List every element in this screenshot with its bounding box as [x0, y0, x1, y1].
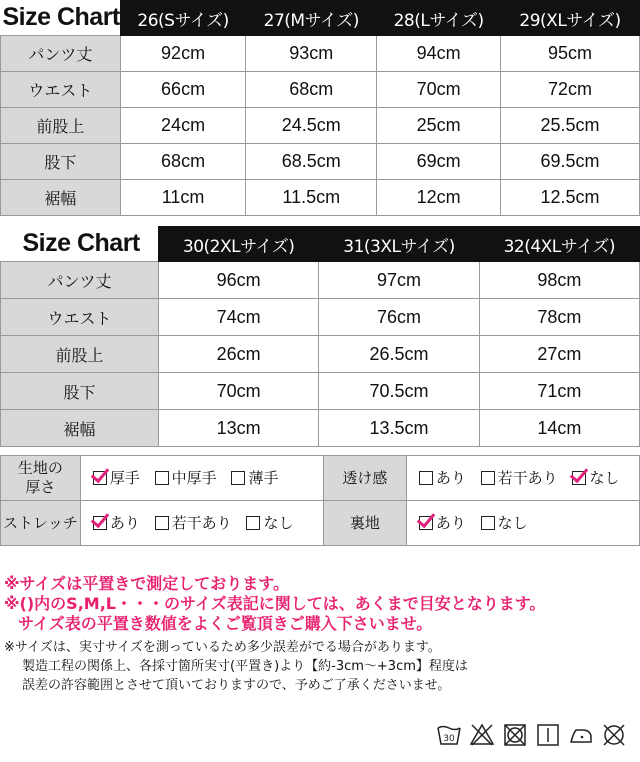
- row-label: ウエスト: [1, 72, 121, 108]
- row-label: 股下: [1, 373, 159, 410]
- size-value: 11.5cm: [246, 180, 377, 216]
- size-chart-title: Size Chart: [22, 229, 140, 258]
- checkbox-icon: [481, 471, 495, 485]
- size-value: 93cm: [246, 36, 377, 72]
- no-dry-clean-icon: [601, 722, 627, 748]
- size-value: 92cm: [120, 36, 246, 72]
- checkbox-icon: [231, 471, 245, 485]
- size-header: 31(3XLサイズ): [319, 227, 479, 262]
- size-value: 68cm: [246, 72, 377, 108]
- size-value: 96cm: [159, 262, 319, 299]
- size-value: 71cm: [479, 373, 639, 410]
- note-pink: ※サイズは平置きで測定しております。: [4, 574, 289, 593]
- option-thick: 厚手: [93, 467, 140, 488]
- row-label: パンツ丈: [1, 36, 121, 72]
- size-value: 13.5cm: [319, 410, 479, 447]
- size-value: 78cm: [479, 299, 639, 336]
- table-row: [1, 108, 640, 144]
- checked-box-icon: [93, 471, 107, 485]
- note-black: 誤差の許容範囲とさせて頂いておりますので、予めご了承くださいませ。: [22, 678, 451, 693]
- table-row: [1, 410, 640, 447]
- option-medium: 中厚手: [155, 467, 217, 488]
- lining-label: 裏地: [323, 501, 406, 546]
- table-row: [1, 336, 640, 373]
- stretch-label: ストレッチ: [1, 501, 81, 546]
- checkbox-icon: [155, 516, 169, 530]
- size-value: 26.5cm: [319, 336, 479, 373]
- size-value: 94cm: [377, 36, 501, 72]
- row-label: 裾幅: [1, 410, 159, 447]
- size-value: 95cm: [501, 36, 640, 72]
- size-value: 26cm: [159, 336, 319, 373]
- note-black: 製造工程の関係上、各採寸箇所実寸(平置き)より【約-3cm〜+3cm】程度は: [22, 659, 468, 674]
- row-label: 裾幅: [1, 180, 121, 216]
- row-label: 前股上: [1, 336, 159, 373]
- checkbox-icon: [419, 471, 433, 485]
- size-value: 68.5cm: [246, 144, 377, 180]
- checkbox-icon: [246, 516, 260, 530]
- table-row: [1, 262, 640, 299]
- size-value: 14cm: [479, 410, 639, 447]
- size-value: 70cm: [159, 373, 319, 410]
- fabric-properties-table: [0, 455, 640, 546]
- size-value: 74cm: [159, 299, 319, 336]
- size-value: 76cm: [319, 299, 479, 336]
- row-label: ウエスト: [1, 299, 159, 336]
- option-no: なし: [572, 467, 619, 488]
- checked-box-icon: [93, 516, 107, 530]
- care-symbols: [436, 722, 627, 748]
- size-value: 68cm: [120, 144, 246, 180]
- table-row: [1, 373, 640, 410]
- size-value: 27cm: [479, 336, 639, 373]
- table-row: [1, 299, 640, 336]
- size-value: 24cm: [120, 108, 246, 144]
- wash-temp-label: 30: [443, 734, 455, 744]
- checked-box-icon: [572, 471, 586, 485]
- note-pink: ※()内のS,M,L・・・のサイズ表記に関しては、あくまで目安となります。: [4, 594, 546, 613]
- note-pink: サイズ表の平置き数値をよくご覧頂きご購入下さいませ。: [18, 614, 433, 633]
- row-label: 股下: [1, 144, 121, 180]
- size-value: 25.5cm: [501, 108, 640, 144]
- size-chart-table-1: [0, 0, 640, 216]
- size-chart-title: Size Chart: [2, 3, 120, 32]
- table-row: [1, 180, 640, 216]
- wash-30-icon: [436, 722, 462, 748]
- row-label: 前股上: [1, 108, 121, 144]
- sheer-label: 透け感: [323, 456, 406, 501]
- note-black: ※サイズは、実寸サイズを測っているため多少誤差がでる場合があります。: [4, 640, 441, 655]
- no-bleach-icon: [469, 722, 495, 748]
- thickness-label: 生地の 厚さ: [1, 456, 81, 501]
- checkbox-icon: [155, 471, 169, 485]
- sheer-options: [406, 456, 639, 501]
- size-header: 27(Mサイズ): [246, 1, 377, 36]
- option-thin: 薄手: [231, 467, 278, 488]
- size-value: 11cm: [120, 180, 246, 216]
- size-value: 69.5cm: [501, 144, 640, 180]
- notes-section: [4, 574, 636, 695]
- option-yes: あり: [419, 467, 466, 488]
- size-value: 69cm: [377, 144, 501, 180]
- iron-low-icon: [568, 722, 594, 748]
- size-value: 66cm: [120, 72, 246, 108]
- size-value: 13cm: [159, 410, 319, 447]
- size-value: 25cm: [377, 108, 501, 144]
- size-value: 12.5cm: [501, 180, 640, 216]
- size-header: 28(Lサイズ): [377, 1, 501, 36]
- option-yes: あり: [419, 512, 466, 533]
- size-value: 97cm: [319, 262, 479, 299]
- thickness-options: [80, 456, 323, 501]
- size-header: 32(4XLサイズ): [479, 227, 639, 262]
- table-row: [1, 144, 640, 180]
- option-no: なし: [481, 512, 528, 533]
- option-yes: あり: [93, 512, 140, 533]
- table-row: [1, 72, 640, 108]
- size-value: 24.5cm: [246, 108, 377, 144]
- checkbox-icon: [481, 516, 495, 530]
- size-value: 12cm: [377, 180, 501, 216]
- row-label: パンツ丈: [1, 262, 159, 299]
- no-tumble-dry-icon: [502, 722, 528, 748]
- option-slight: 若干あり: [481, 467, 558, 488]
- size-value: 72cm: [501, 72, 640, 108]
- checked-box-icon: [419, 516, 433, 530]
- size-header: 30(2XLサイズ): [159, 227, 319, 262]
- option-slight: 若干あり: [155, 512, 232, 533]
- size-chart-table-2: [0, 226, 640, 447]
- size-header: 26(Sサイズ): [120, 1, 246, 36]
- line-dry-icon: [535, 722, 561, 748]
- size-header: 29(XLサイズ): [501, 1, 640, 36]
- size-value: 70.5cm: [319, 373, 479, 410]
- lining-options: [406, 501, 639, 546]
- size-value: 98cm: [479, 262, 639, 299]
- stretch-options: [80, 501, 323, 546]
- size-value: 70cm: [377, 72, 501, 108]
- option-no: なし: [246, 512, 293, 533]
- table-row: [1, 36, 640, 72]
